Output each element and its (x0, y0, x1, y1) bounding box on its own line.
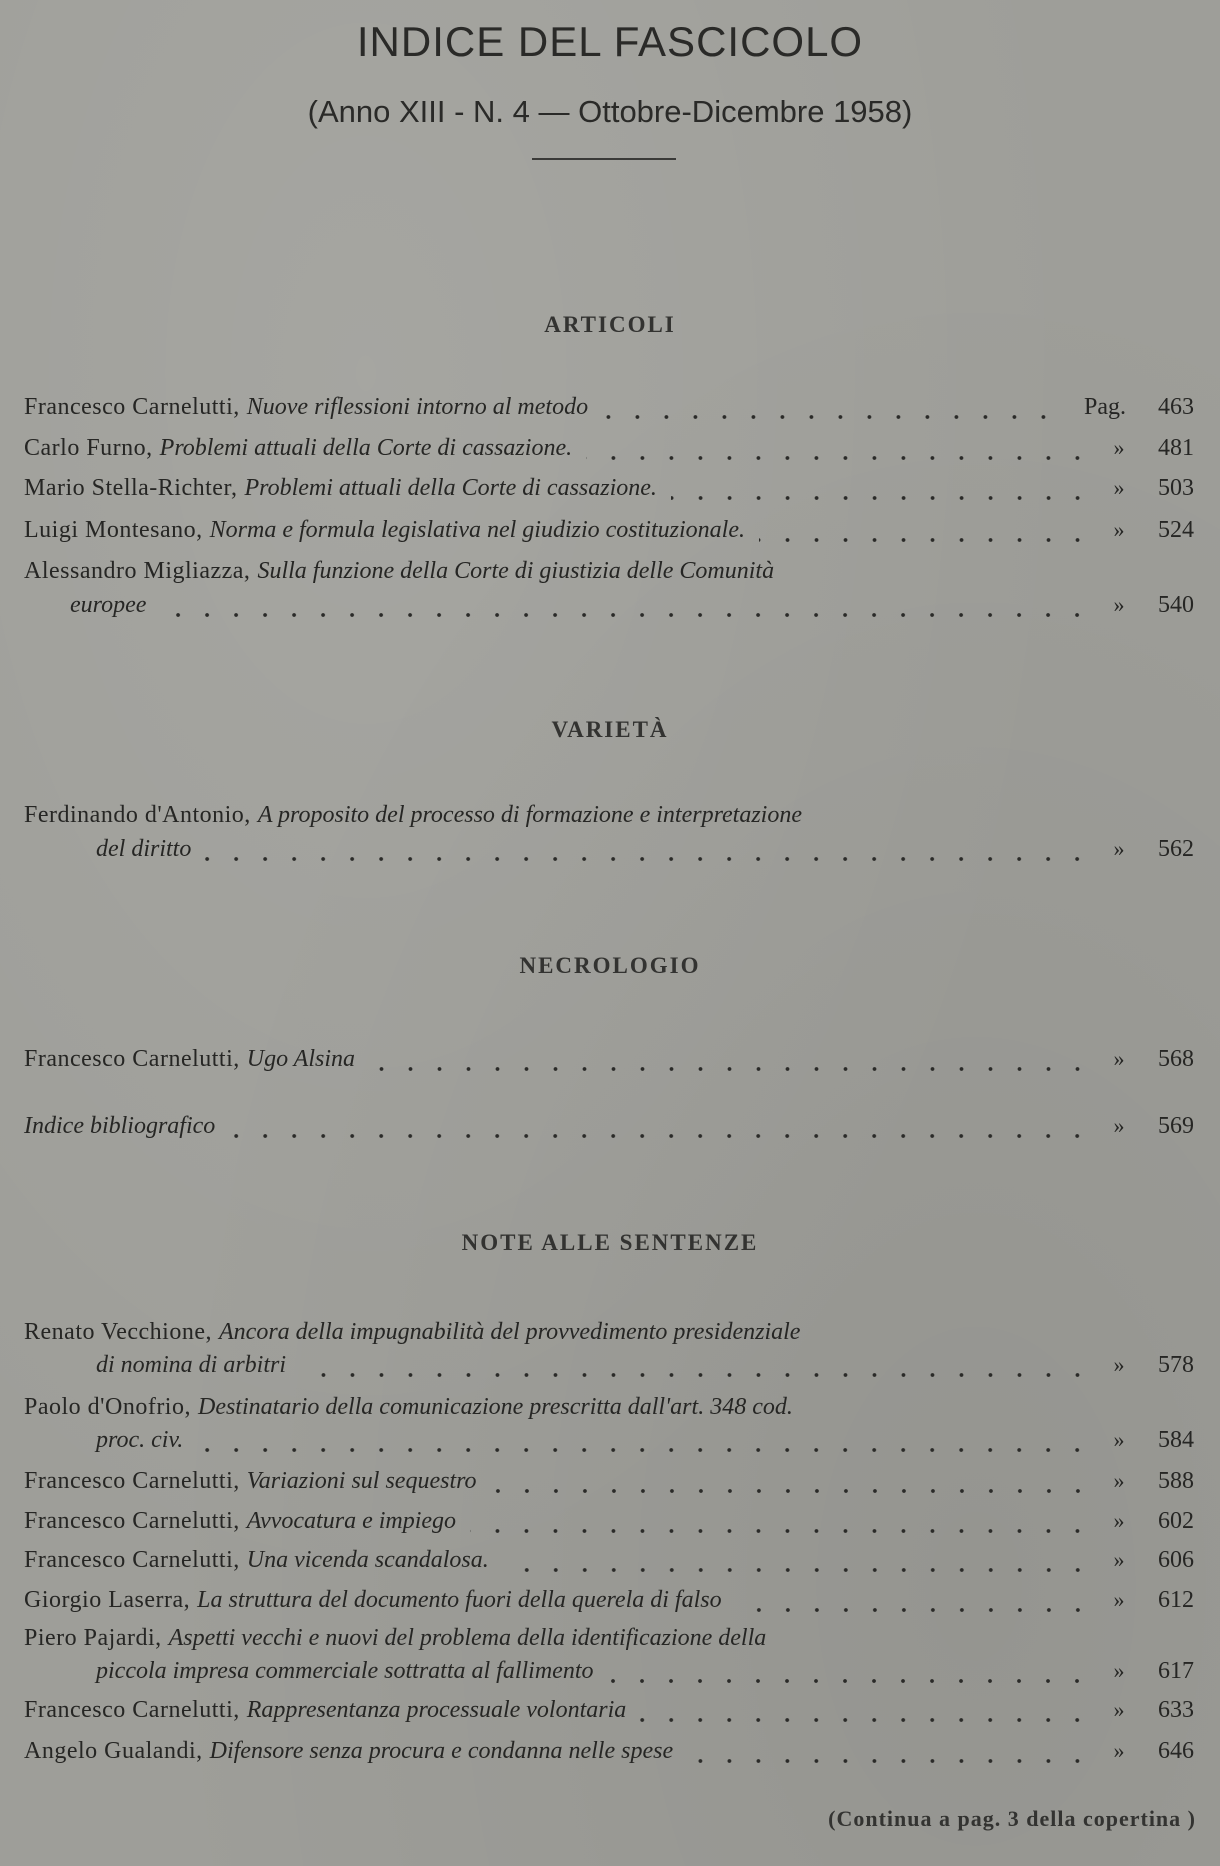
toc-entry[interactable] (24, 1625, 1194, 1657)
dot-leader (160, 612, 1092, 618)
toc-entry-continuation (24, 1352, 1194, 1384)
dot-leader (503, 1567, 1092, 1573)
entry-author: Alessandro Migliazza, (24, 558, 251, 584)
toc-entry[interactable] (24, 517, 1194, 549)
entry-title: Norma e formula legislativa nel giudizio costituzionale. (209, 517, 745, 543)
page-number: 602 (1158, 1508, 1194, 1534)
ditto-mark: » (1113, 1547, 1125, 1572)
entry-title-continuation: proc. civ. (96, 1427, 184, 1453)
toc-entry[interactable] (24, 435, 1194, 467)
toc-entry[interactable] (24, 1508, 1194, 1540)
toc-entry[interactable] (24, 475, 1194, 507)
section-heading: VARIETÀ (551, 717, 669, 742)
entry-title: Una vicenda scandalosa. (246, 1547, 489, 1573)
issue-subtitle: (Anno XIII - N. 4 — Ottobre-Dicembre 1958) (307, 94, 913, 129)
entry-author: Giorgio Laserra, (24, 1587, 191, 1613)
entry-author: Angelo Gualandi, (24, 1738, 203, 1764)
section-heading: ARTICOLI (544, 312, 676, 337)
toc-entry[interactable] (24, 1394, 1194, 1426)
toc-entry[interactable] (24, 1738, 1194, 1770)
section-heading: NOTE ALLE SENTENZE (461, 1230, 759, 1255)
entry-author: Paolo d'Onofrio, (24, 1394, 191, 1420)
entry-author: Ferdinando d'Antonio, (24, 802, 251, 828)
toc-entry-continuation (24, 1658, 1194, 1690)
toc-entry[interactable] (24, 1319, 1194, 1351)
dot-leader (602, 414, 1058, 420)
entry-title-continuation: piccola impresa commerciale sottratta al fallimento (96, 1658, 594, 1684)
page-number: 578 (1158, 1352, 1194, 1378)
page-number: 503 (1158, 475, 1194, 501)
page-number: 562 (1158, 836, 1194, 862)
entry-title: Ancora della impugnabilità del provvedimento presidenziale (219, 1319, 801, 1345)
dot-leader (607, 1678, 1092, 1684)
entry-title: Problemi attuali della Corte di cassazione. (159, 435, 573, 461)
entry-title-continuation: del diritto (96, 836, 192, 862)
page-number: 617 (1158, 1658, 1194, 1684)
entry-title: Difensore senza procura e condanna nelle spese (209, 1738, 674, 1764)
dot-leader (687, 1758, 1092, 1764)
dot-leader (640, 1717, 1092, 1723)
page-number: 646 (1158, 1738, 1194, 1764)
page-number: 606 (1158, 1547, 1194, 1573)
page-number: 540 (1158, 592, 1194, 618)
dot-leader (759, 537, 1092, 543)
entry-title: Aspetti vecchi e nuovi del problema della identificazione della (168, 1625, 767, 1651)
page-title: INDICE DEL FASCICOLO (356, 18, 864, 65)
dot-leader (491, 1488, 1092, 1494)
dot-leader (671, 495, 1092, 501)
page-label: Pag. (1084, 394, 1126, 420)
entry-author: Francesco Carnelutti, (24, 1046, 240, 1072)
entry-title: Problemi attuali della Corte di cassazione. (244, 475, 657, 501)
toc-entry[interactable] (24, 1587, 1194, 1619)
entry-title: Avvocatura e impiego (246, 1508, 457, 1534)
toc-entry[interactable] (24, 1547, 1194, 1579)
entry-author: Francesco Carnelutti, (24, 1508, 240, 1534)
dot-leader (369, 1066, 1092, 1072)
entry-title: Nuove riflessioni intorno al metodo (246, 394, 589, 420)
dot-leader (229, 1133, 1092, 1139)
ditto-mark: » (1113, 517, 1125, 542)
page-number: 584 (1158, 1427, 1194, 1453)
toc-entry[interactable] (24, 1697, 1194, 1729)
toc-entry[interactable] (24, 802, 1194, 834)
ditto-mark: » (1113, 1738, 1125, 1763)
ditto-mark: » (1113, 1697, 1125, 1722)
ditto-mark: » (1113, 836, 1125, 861)
page-number: 481 (1158, 435, 1194, 461)
ditto-mark: » (1113, 475, 1125, 500)
entry-author: Francesco Carnelutti, (24, 394, 240, 420)
entry-author: Francesco Carnelutti, (24, 1697, 240, 1723)
page-number: 568 (1158, 1046, 1194, 1072)
continuation-note: (Continua a pag. 3 della copertina ) (828, 1806, 1196, 1831)
ditto-mark: » (1113, 1113, 1125, 1138)
page-number: 569 (1158, 1113, 1194, 1139)
entry-title: Indice bibliografico (24, 1113, 216, 1139)
page-number: 612 (1158, 1587, 1194, 1613)
dot-leader (205, 856, 1092, 862)
title-divider (532, 158, 676, 160)
entry-author: Luigi Montesano, (24, 517, 203, 543)
toc-entry[interactable] (24, 558, 1194, 590)
toc-entry-continuation (24, 836, 1194, 868)
entry-author: Renato Vecchione, (24, 1319, 212, 1345)
toc-entry[interactable] (24, 394, 1194, 426)
toc-entry[interactable] (24, 1468, 1194, 1500)
entry-title-continuation: di nomina di arbitri (96, 1352, 287, 1378)
ditto-mark: » (1113, 1658, 1125, 1683)
toc-entry-continuation (24, 1427, 1194, 1459)
entry-title: Destinatario della comunicazione prescritta dall'art. 348 cod. (197, 1394, 793, 1420)
toc-entry[interactable] (24, 1113, 1194, 1145)
section-heading: NECROLOGIO (519, 953, 701, 978)
entry-title: La struttura del documento fuori della querela di falso (197, 1587, 722, 1613)
dot-leader (300, 1372, 1092, 1378)
entry-author: Mario Stella-Richter, (24, 475, 238, 501)
ditto-mark: » (1113, 1587, 1125, 1612)
page-number: 463 (1158, 394, 1194, 420)
dot-leader (736, 1607, 1092, 1613)
ditto-mark: » (1113, 1352, 1125, 1377)
ditto-mark: » (1113, 1427, 1125, 1452)
entry-author: Francesco Carnelutti, (24, 1547, 240, 1573)
toc-entry[interactable] (24, 1046, 1194, 1078)
ditto-mark: » (1113, 1508, 1125, 1533)
dot-leader (586, 455, 1092, 461)
entry-author: Piero Pajardi, (24, 1625, 162, 1651)
entry-author: Carlo Furno, (24, 435, 153, 461)
dot-leader (197, 1447, 1092, 1453)
entry-author: Francesco Carnelutti, (24, 1468, 240, 1494)
dot-leader (470, 1528, 1092, 1534)
ditto-mark: » (1113, 1046, 1125, 1071)
entry-title: Sulla funzione della Corte di giustizia delle Comunità (257, 558, 775, 584)
entry-title: Variazioni sul sequestro (246, 1468, 477, 1494)
ditto-mark: » (1113, 435, 1125, 460)
entry-title: A proposito del processo di formazione e interpretazione (257, 802, 802, 828)
page-number: 588 (1158, 1468, 1194, 1494)
entry-title: Rappresentanza processuale volontaria (246, 1697, 627, 1723)
ditto-mark: » (1113, 592, 1125, 617)
entry-title: Ugo Alsina (246, 1046, 355, 1072)
page-number: 524 (1158, 517, 1194, 543)
page-number: 633 (1158, 1697, 1194, 1723)
ditto-mark: » (1113, 1468, 1125, 1493)
entry-title-continuation: europee (70, 592, 147, 618)
toc-entry-continuation (24, 592, 1194, 624)
